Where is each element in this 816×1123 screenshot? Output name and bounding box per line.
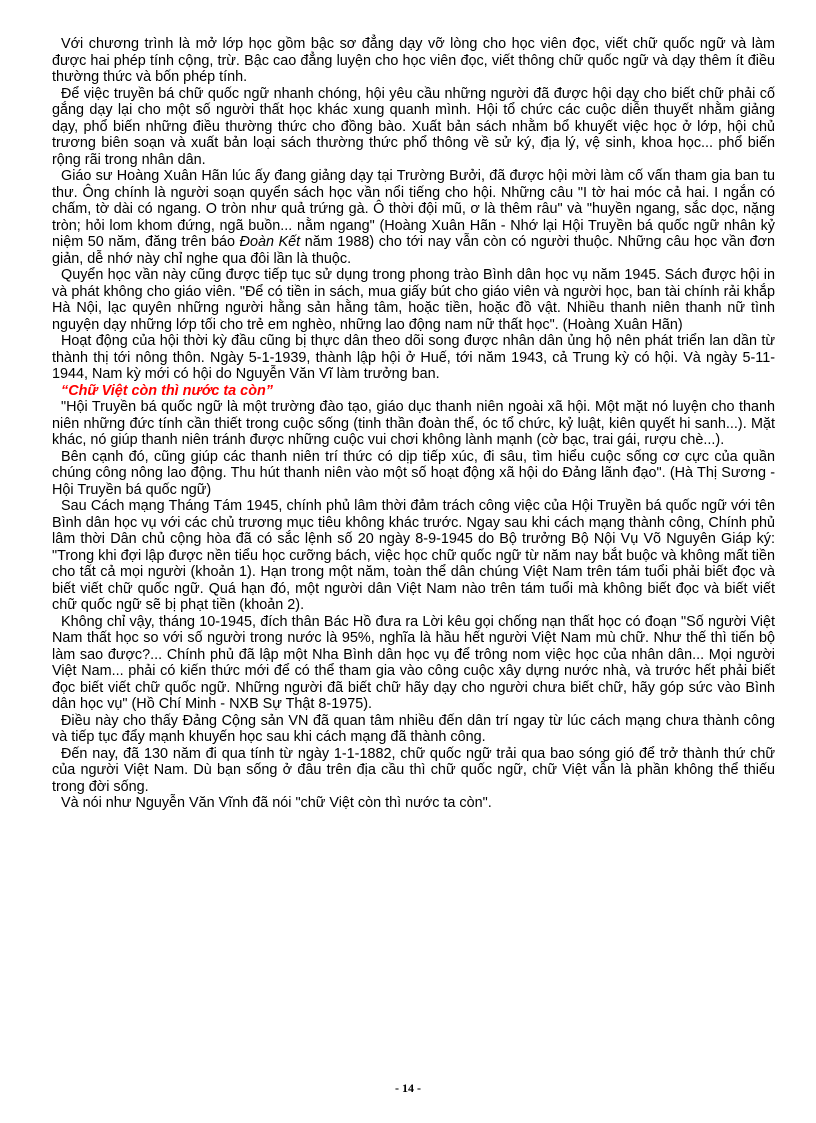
paragraph-130-years: Đến nay, đã 130 năm đi qua tính từ ngày 1-1-1882, chữ quốc ngữ trải qua bao sóng gió để trở thành thứ chữ của người Việt Nam. Dù bạn sống ở đâu trên địa cầu thì chữ quốc ngữ, chữ Việt vẫn là phần không thể thiếu trong đời sống. [52, 745, 775, 795]
paragraph-closing-quote: Và nói như Nguyễn Văn Vĩnh đã nói "chữ Việt còn thì nước ta còn". [61, 795, 492, 811]
article-body [52, 36, 775, 812]
paragraph-expansion: Hoạt động của hội thời kỳ đầu cũng bị thực dân theo dõi song được nhân dân ủng hộ nên phát triển lan dần từ thành thị tới nông thôn. Ngày 5-1-1939, thành lập hội ở Huế, tới năm 1943, cả Trung kỳ có hội. Và ngày 5-11-1944, Nam kỳ mới có hội do Nguyễn Văn Vĩ làm trưởng ban. [52, 333, 775, 382]
paragraph-binh-dan-hoc-vu: Quyển học vần này cũng được tiếp tục sử dụng trong phong trào Bình dân học vụ năm 1945. Sách được hội in và phát không cho giáo viên. "Để có tiền in sách, mua giấy bút cho giáo viên và người học, ban tài chính rải khắp Hà Nội, lạc quyên những người hằng sản hằng tâm, hoặc tiền, hoặc đồ vật. Nhiều thanh niên thanh nữ tình nguyện dạy những lớp tối cho trẻ em nghèo, những lao động nam nữ thất học". (Hoàng Xuân Hãn) [52, 267, 775, 333]
hoang-text-after: năm 1988) cho tới nay vẫn còn có người thuộc. Những câu học vần đơn giản, dễ nhớ này chỉ nghe qua đôi lần là thuộc. [52, 234, 775, 267]
hoang-text-before: Giáo sư Hoàng Xuân Hãn lúc ấy đang giảng dạy tại Trường Bưởi, đã được hội mời làm cố vấn tham gia ban tu thư. Ông chính là người soạn quyển sách học vần nổi tiếng cho hội. Những câu "I tờ hai móc cả hai. I ngắn có chấm, tờ dài có ngang. O tròn như quả trứng gà. Ô thời đội mũ, ơ là thêm râu" và "huyền ngang, sắc dọc, nặng tròn; hỏi lom khom đứng, ngã buồn... nằm ngang" (Hoàng Xuân Hãn - Nhớ lại Hội Truyền bá quốc ngữ nhân kỷ niệm 50 năm, đăng trên báo [52, 168, 775, 250]
paragraph-ho-chi-minh-appeal: Không chỉ vậy, tháng 10-1945, đích thân Bác Hồ đưa ra Lời kêu gọi chống nạn thất học có đoạn "Số người Việt Nam thất học so với số người trong nước là 95%, nghĩa là hầu hết người Việt Nam mù chữ. Như thế thì tiến bộ làm sao được?... Chính phủ đã lập một Nha Bình dân học vụ để trông nom việc học của nhân dân... Mọi người Việt Nam... phải có kiến thức mới để có thể tham gia vào công cuộc xây dựng nước nhà, và trước hết phải biết đọc biết viết chữ quốc ngữ. Những người đã biết chữ hãy dạy cho người chưa biết chữ, hãy góp sức vào Bình dân học vụ" (Hồ Chí Minh - NXB Sự Thật 8-1975). [52, 613, 775, 712]
newspaper-title: Đoàn Kết [239, 234, 301, 250]
paragraph-teaching-methods: Để việc truyền bá chữ quốc ngữ nhanh chóng, hội yêu cầu những người đã được hội dạy cho biết chữ phải cố gắng dạy lại cho một số người thất học khác xung quanh mình. Hội tổ chức các cuộc diễn thuyết nhằm giảng dạy, phổ biến những điều thường thức cho đồng bào. Xuất bản sách nhằm bổ khuyết việc học ở lớp, hội chủ trương biên soạn và xuất bản loại sách thường thức phổ thông về sử ký, địa lý, vệ sinh, khoa học... phổ biến rộng rãi trong nhân dân. [52, 85, 775, 168]
section-heading: “Chữ Việt còn thì nước ta còn” [61, 382, 273, 399]
paragraph-curriculum: Với chương trình là mở lớp học gồm bậc sơ đẳng dạy vỡ lòng cho học viên đọc, viết chữ quốc ngữ và làm được hai phép tính cộng, trừ. Bậc cao đẳng luyện cho học viên đọc, viết thông chữ quốc ngữ và dạy thêm ít điều thường thức và bốn phép tính. [52, 36, 775, 85]
paragraph-party-concern: Điều này cho thấy Đảng Cộng sản VN đã quan tâm nhiều đến dân trí ngay từ lúc cách mạng chưa thành công và tiếp tục đẩy mạnh khuyến học sau khi cách mạng đã thành công. [52, 712, 775, 745]
paragraph-hoang-xuan-han [52, 168, 775, 267]
paragraph-intellectuals: Bên cạnh đó, cũng giúp các thanh niên trí thức có dịp tiếp xúc, đi sâu, tìm hiểu cuộc sống cơ cực của quần chúng công nông lao động. Thu hút thanh niên vào một số hoạt động xã hội do Đảng lãnh đạo". (Hà Thị Sương - Hội Truyền bá quốc ngữ) [52, 448, 775, 498]
paragraph-youth-training: "Hội Truyền bá quốc ngữ là một trường đào tạo, giáo dục thanh niên ngoài xã hội. Một mặt nó luyện cho thanh niên những đức tính cần thiết trong cuộc sống (tinh thần đoàn thể, óc tổ chức, kỷ luật, kiên quyết hi sanh...). Mặt khác, nó giúp thanh niên tránh được những cuộc vui chơi không lành mạnh (cờ bạc, trai gái, rượu chè...). [52, 399, 775, 448]
paragraph-decree-20: Sau Cách mạng Tháng Tám 1945, chính phủ lâm thời đảm trách công việc của Hội Truyền bá quốc ngữ với tên Bình dân học vụ với các chủ trương mục tiêu không khác trước. Ngay sau khi cách mạng thành công, Chính phủ lâm thời Dân chủ cộng hòa đã có sắc lệnh số 20 ngày 8-9-1945 do Bộ trưởng Bộ Nội Vụ Võ Nguyên Giáp ký: "Trong khi đợi lập được nền tiểu học cưỡng bách, việc học chữ quốc ngữ từ năm nay bắt buộc và không mất tiền cho tất cả mọi người (khoản 1). Hạn trong một năm, toàn thể dân chúng Việt Nam trên tám tuổi phải biết đọc và biết viết chữ quốc ngữ. Quá hạn đó, một người dân Việt Nam nào trên tám tuổi mà không biết đọc và biết viết chữ quốc ngữ sẽ bị phạt tiền (khoản 2). [52, 498, 775, 613]
page-number: - 14 - [395, 1081, 421, 1095]
